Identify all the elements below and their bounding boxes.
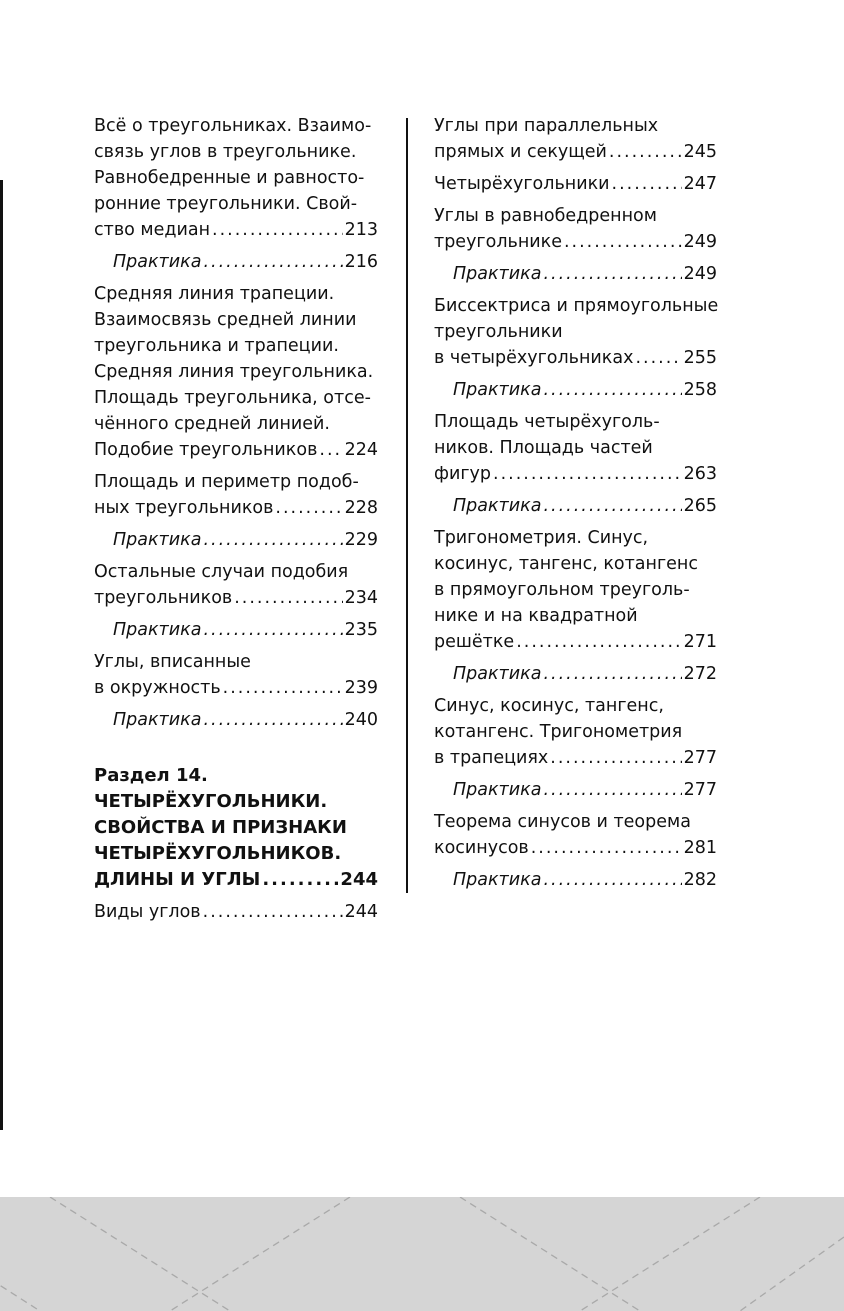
page-number: 281 (683, 838, 717, 858)
toc-entry-line: чённого средней линией. (94, 414, 330, 434)
toc-entry-line: связь углов в треугольнике. (94, 142, 357, 162)
toc-entry-line: Углы при параллельных (434, 116, 659, 136)
dot-leader (275, 495, 342, 521)
toc-entry-line: Взаимосвязь средней линии (94, 310, 357, 330)
toc-entry-line: Площадь четырёхуголь- (434, 412, 660, 432)
toc-entry-leader-line (453, 377, 717, 403)
toc-entry-line: Биссектриса и прямоугольные (434, 296, 719, 316)
toc-entry-title: Виды углов (94, 902, 201, 922)
dot-leader (543, 261, 681, 287)
toc-entry-title: Практика (453, 870, 542, 890)
page-number: 240 (344, 710, 378, 730)
page-number: 277 (683, 780, 717, 800)
toc-practice-entry[interactable] (113, 527, 378, 553)
page-number: 272 (683, 664, 717, 684)
toc-entry-title: Практика (453, 664, 542, 684)
toc-practice-entry[interactable] (453, 493, 717, 519)
dot-leader (543, 377, 681, 403)
page-number: 249 (683, 232, 717, 252)
toc-entry-title: Практика (113, 252, 202, 272)
toc-entry-leader-line (434, 345, 717, 371)
toc-entry-leader-line (434, 139, 717, 165)
toc-entry-line: Равнобедренные и равносто- (94, 168, 365, 188)
dot-leader (319, 437, 342, 463)
toc-practice-entry[interactable] (453, 377, 717, 403)
toc-practice-entry[interactable] (453, 777, 717, 803)
footer-pattern-band (0, 1197, 844, 1311)
toc-entry-leader-line (113, 527, 378, 553)
footer-decoration (0, 1197, 844, 1311)
toc-entry-title: решётке (434, 632, 515, 652)
dot-leader (550, 745, 681, 771)
page-number: 263 (683, 464, 717, 484)
dot-leader (223, 675, 343, 701)
page-number: 234 (344, 588, 378, 608)
toc-entry-title: Практика (113, 530, 202, 550)
page-number: 235 (344, 620, 378, 640)
toc-entry-line: ЧЕТЫРЁХУГОЛЬНИКОВ. (94, 843, 342, 864)
toc-entry-title: Подобие треугольников (94, 440, 318, 460)
toc-entry[interactable] (434, 293, 717, 371)
page-number: 282 (683, 870, 717, 890)
page-number: 247 (683, 174, 717, 194)
toc-entry-title: треугольнике (434, 232, 562, 252)
toc-entry-line: ронние треугольники. Свой- (94, 194, 358, 214)
toc-entry-line: СВОЙСТВА И ПРИЗНАКИ (94, 817, 347, 838)
toc-entry-leader-line (434, 629, 717, 655)
dot-leader (212, 217, 343, 243)
toc-entry-leader-line (94, 675, 378, 701)
dot-leader (203, 707, 342, 733)
page-number: 249 (683, 264, 717, 284)
toc-entry-title: Практика (113, 620, 202, 640)
toc-entry-line: треугольника и трапеции. (94, 336, 339, 356)
toc-entry[interactable] (434, 171, 717, 197)
toc-entry-title: в четырёхугольниках (434, 348, 634, 368)
dot-leader (203, 527, 342, 553)
toc-entry-line: Углы в равнобедренном (434, 206, 657, 226)
toc-entry-title: Практика (453, 496, 542, 516)
toc-section-heading[interactable] (94, 763, 378, 893)
page-number: 229 (344, 530, 378, 550)
toc-entry-leader-line (434, 171, 717, 197)
dot-leader (612, 171, 682, 197)
toc-entry-leader-line (94, 437, 378, 463)
page-number: 277 (683, 748, 717, 768)
dot-leader (543, 777, 681, 803)
page-number: 271 (683, 632, 717, 652)
page-number: 244 (340, 869, 378, 890)
toc-entry[interactable] (94, 559, 378, 611)
toc-entry-leader-line (453, 867, 717, 893)
toc-entry-line: треугольники (434, 322, 563, 342)
toc-entry-line: Теорема синусов и теорема (434, 812, 691, 832)
toc-entry-leader-line (453, 261, 717, 287)
dot-leader (543, 661, 681, 687)
toc-entry-line: Площадь и периметр подоб- (94, 472, 359, 492)
toc-entry-title: Практика (113, 710, 202, 730)
toc-entry[interactable] (434, 113, 717, 165)
toc-entry-leader-line (113, 249, 378, 275)
toc-entry-line: Тригонометрия. Синус, (434, 528, 649, 548)
toc-entry[interactable] (434, 693, 717, 771)
toc-practice-entry[interactable] (453, 661, 717, 687)
toc-entry[interactable] (434, 409, 717, 487)
toc-entry-title: прямых и секущей (434, 142, 607, 162)
page-edge-rule (0, 180, 3, 1130)
page-number: 245 (683, 142, 717, 162)
page-number: 216 (344, 252, 378, 272)
toc-entry-line: Всё о треугольниках. Взаимо- (94, 116, 372, 136)
dot-leader (543, 867, 681, 893)
toc-entry-line: Синус, косинус, тангенс, (434, 696, 664, 716)
toc-entry-leader-line (434, 835, 717, 861)
page-number: 224 (344, 440, 378, 460)
toc-entry[interactable] (94, 281, 378, 463)
toc-entry-leader-line (434, 229, 717, 255)
dot-leader (493, 461, 682, 487)
toc-entry-leader-line (453, 661, 717, 687)
toc-entry-line: Площадь треугольника, отсе- (94, 388, 371, 408)
toc-entry-title: Практика (453, 264, 542, 284)
dot-leader (234, 585, 342, 611)
page-number: 258 (683, 380, 717, 400)
dot-leader (635, 345, 681, 371)
toc-entry-title: в трапециях (434, 748, 549, 768)
dot-leader (564, 229, 682, 255)
toc-entry-leader-line (94, 495, 378, 521)
dot-leader (262, 867, 338, 893)
toc-entry-title: ных треугольников (94, 498, 274, 518)
toc-entry-leader-line (94, 217, 378, 243)
toc-entry-line: Средняя линия треугольника. (94, 362, 374, 382)
dot-leader (203, 617, 342, 643)
column-divider (406, 118, 408, 893)
toc-entry-title: в окружность (94, 678, 221, 698)
toc-entry-line: косинус, тангенс, котангенс (434, 554, 698, 574)
toc-entry[interactable] (94, 113, 378, 243)
toc-entry-line: Раздел 14. (94, 765, 208, 786)
toc-entry[interactable] (434, 809, 717, 861)
toc-entry-line: ЧЕТЫРЁХУГОЛЬНИКИ. (94, 791, 328, 812)
toc-right-column (434, 113, 717, 899)
toc-entry-leader-line (434, 461, 717, 487)
toc-entry-title: косинусов (434, 838, 529, 858)
dot-leader (203, 249, 342, 275)
dot-leader (516, 629, 681, 655)
toc-entry-title: Четырёхугольники (434, 174, 610, 194)
page-number: 244 (344, 902, 378, 922)
toc-entry-line: нике и на квадратной (434, 606, 638, 626)
page-number: 213 (344, 220, 378, 240)
dot-leader (203, 899, 343, 925)
toc-entry[interactable] (434, 203, 717, 255)
toc-entry-title: фигур (434, 464, 491, 484)
page-number: 255 (683, 348, 717, 368)
toc-entry[interactable] (434, 525, 717, 655)
toc-entry-line: Средняя линия трапеции. (94, 284, 335, 304)
toc-entry-leader-line (453, 493, 717, 519)
toc-practice-entry[interactable] (113, 617, 378, 643)
toc-entry-line: в прямоугольном треуголь- (434, 580, 690, 600)
toc-practice-entry[interactable] (453, 867, 717, 893)
page-number: 239 (344, 678, 378, 698)
toc-entry[interactable] (94, 899, 378, 925)
toc-practice-entry[interactable] (113, 249, 378, 275)
toc-entry-line: ников. Площадь частей (434, 438, 653, 458)
toc-entry[interactable] (94, 649, 378, 701)
toc-entry-title: ство медиан (94, 220, 211, 240)
toc-practice-entry[interactable] (453, 261, 717, 287)
toc-entry-leader-line (94, 585, 378, 611)
dot-leader (531, 835, 682, 861)
toc-entry-leader-line (113, 617, 378, 643)
page-number: 228 (344, 498, 378, 518)
toc-entry-line: Остальные случаи подобия (94, 562, 349, 582)
toc-entry[interactable] (94, 469, 378, 521)
dot-leader (609, 139, 682, 165)
dot-leader (543, 493, 681, 519)
toc-entry-leader-line (94, 899, 378, 925)
toc-entry-leader-line (434, 745, 717, 771)
toc-entry-leader-line (94, 867, 378, 893)
toc-entry-title: Практика (453, 780, 542, 800)
toc-left-column (94, 113, 378, 931)
toc-entry-leader-line (453, 777, 717, 803)
toc-entry-title: Практика (453, 380, 542, 400)
toc-entry-title: треугольников (94, 588, 233, 608)
toc-entry-leader-line (113, 707, 378, 733)
page-number: 265 (683, 496, 717, 516)
toc-entry-title: ДЛИНЫ И УГЛЫ (94, 869, 261, 890)
toc-entry-line: котангенс. Тригонометрия (434, 722, 683, 742)
toc-entry-line: Углы, вписанные (94, 652, 251, 672)
toc-practice-entry[interactable] (113, 707, 378, 733)
